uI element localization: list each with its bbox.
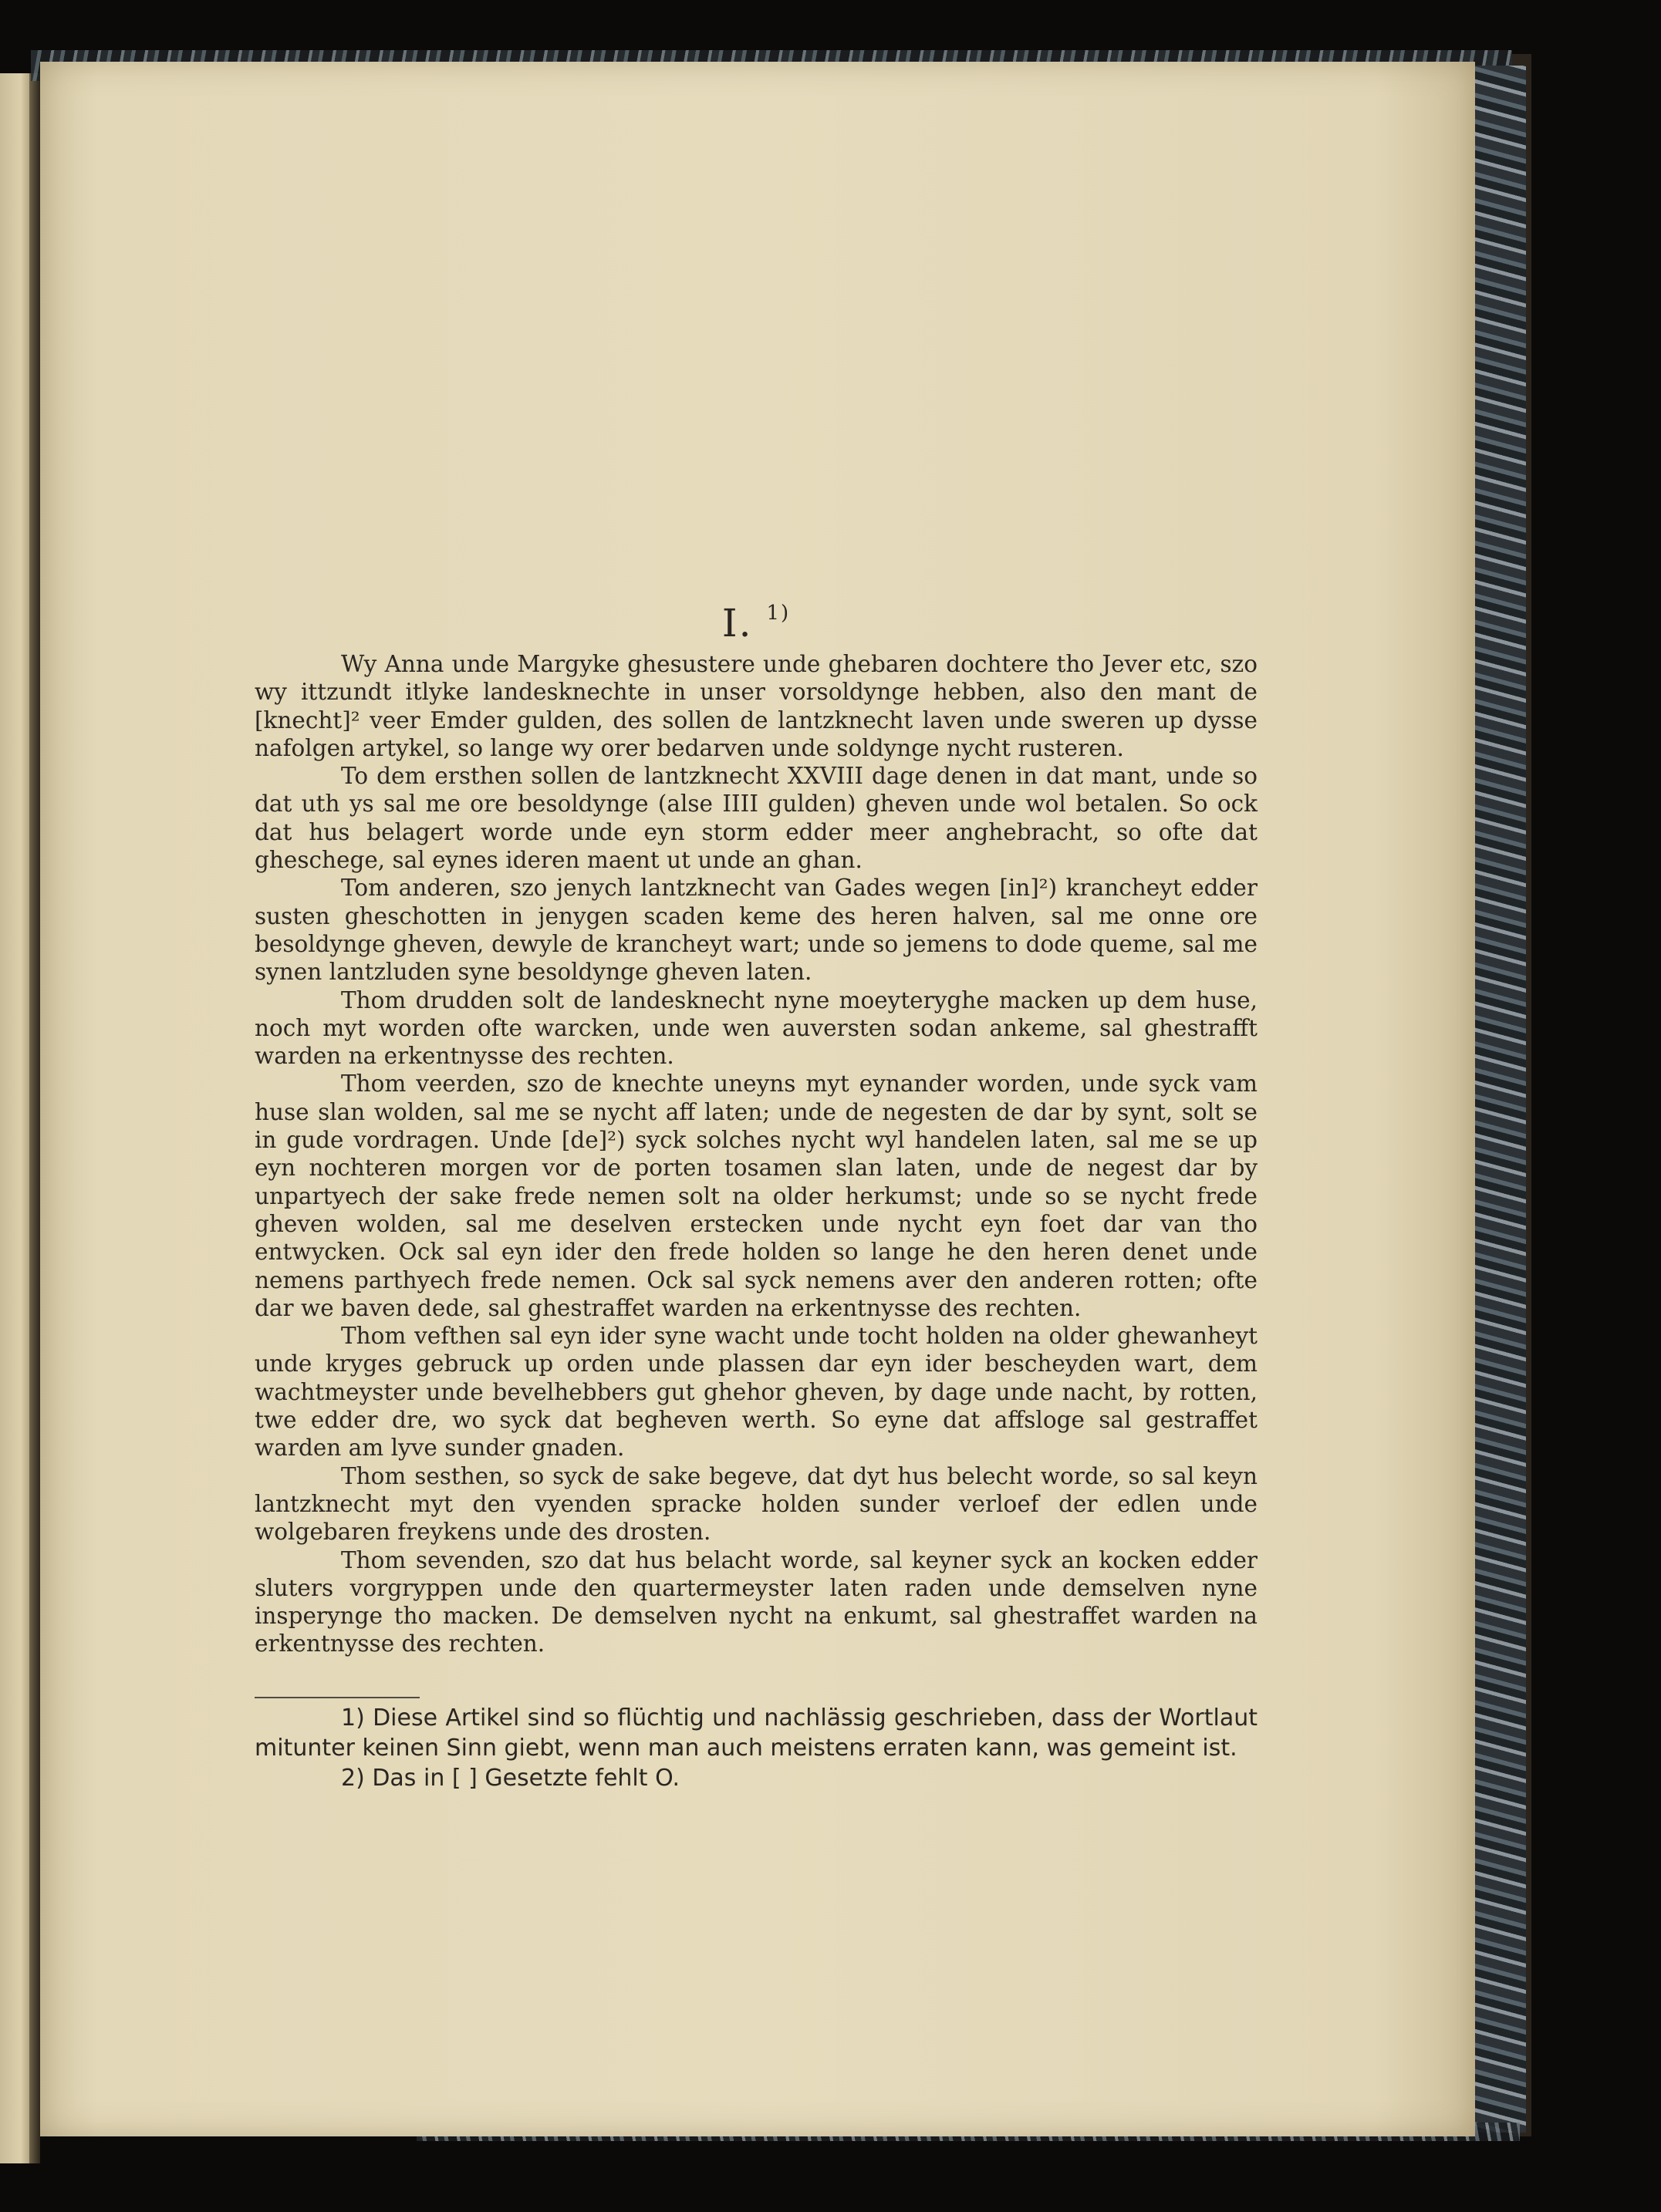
paragraph: Thom sevenden, szo dat hus belacht worde, sal keyner syck an kocken edder sluters vorgryppen unde den quartermeyster laten raden unde demselven nyne insperynge tho macken. De demselven nycht na enkumt, sal ghestraffet warden na erkentnysse des rechten.: [255, 1546, 1258, 1657]
left-page-edge: [0, 73, 31, 2163]
paragraph: Wy Anna unde Margyke ghesustere unde ghebaren dochtere tho Jever etc, szo wy ittzundt itlyke landesknechte in unser vorsoldynge hebben, also den mant de [knecht]² veer Emder gulden, des sollen de lantzknecht laven unde sweren up dysse nafolgen artykel, so lange wy orer bedarven unde soldynge nycht rusteren.: [255, 651, 1258, 761]
paragraph: Thom drudden solt de landesknecht nyne moeyteryghe macken up dem huse, noch myt worden ofte warcken, unde wen auversten sodan ankeme, sal ghestrafft warden na erkentnysse des rechten.: [255, 986, 1258, 1070]
heading-note-mark: 1): [766, 602, 791, 625]
footnote: 2) Das in [ ] Gesetzte fehlt O.: [341, 1764, 680, 1792]
footnote-rule: [255, 1697, 420, 1698]
footnote: 1) Diese Artikel sind so flüchtig und nachlässig geschrieben, dass der Wortlaut mitunter keinen Sinn giebt, wenn man auch meistens erraten kann, was gemeint ist.: [255, 1704, 1258, 1762]
paragraph: Thom veerden, szo de knechte uneyns myt eynander worden, unde syck vam huse slan wolden, sal me se nycht aff laten; unde de negesten de dar by synt, solt se in gude vordragen. Unde [de]²) syck solches nycht wyl handelen laten, sal me se up eyn nochteren morgen vor de porten tosamen slan laten, unde de negest dar by unpartyech der sake frede nemen solt na older herkumst; unde so se nycht frede gheven wolden, sal me deselven erstecken unde nycht eyn foet dar van tho entwycken. Ock sal eyn ider den frede holden so lange he den heren denet unde nemens parthyech frede nemen. Ock sal syck nemens aver den anderen rotten; ofte dar we baven dede, sal ghestraffet warden na erkentnysse des rechten.: [255, 1071, 1258, 1321]
page-text: [255, 590, 1258, 1793]
gutter-fold: [29, 73, 40, 2163]
paragraph: To dem ersthen sollen de lantzknecht XXVIII dage denen in dat mant, unde so dat uth ys sal me ore besoldynge (alse IIII gulden) gheven unde wol betalen. So ock dat hus belagert worde unde eyn storm edder meer anghebracht, so ofte dat gheschege, sal eynes ideren maent ut unde an ghan.: [255, 763, 1258, 874]
section-heading: [255, 590, 1258, 646]
paragraph: Thom sesthen, so syck de sake begeve, dat dyt hus belecht worde, so sal keyn lantzknecht myt den vyenden spracke holden sunder verloef der edlen unde wolgebaren freykens unde des drosten.: [255, 1462, 1258, 1546]
section-number: I.: [721, 601, 753, 646]
paragraph: Tom anderen, szo jenych lantzknecht van Gades wegen [in]²) krancheyt edder susten gheschotten in jenygen scaden keme des heren halven, sal me onne ore besoldynge gheven, dewyle de krancheyt wart; unde so jemens to dode queme, sal me synen lantzluden syne besoldynge gheven laten.: [255, 875, 1258, 986]
paragraph: Thom vefthen sal eyn ider syne wacht unde tocht holden na older ghewanheyt unde kryges gebruck up orden unde plassen dar eyn ider bescheyden wart, dem wachtmeyster unde bevelhebbers gut ghehor gheven, by dage unde nacht, by rotten, twe edder dre, wo syck dat begheven werth. So eyne dat affsloge sal gestraffet warden am lyve sunder gnaden.: [255, 1323, 1258, 1462]
